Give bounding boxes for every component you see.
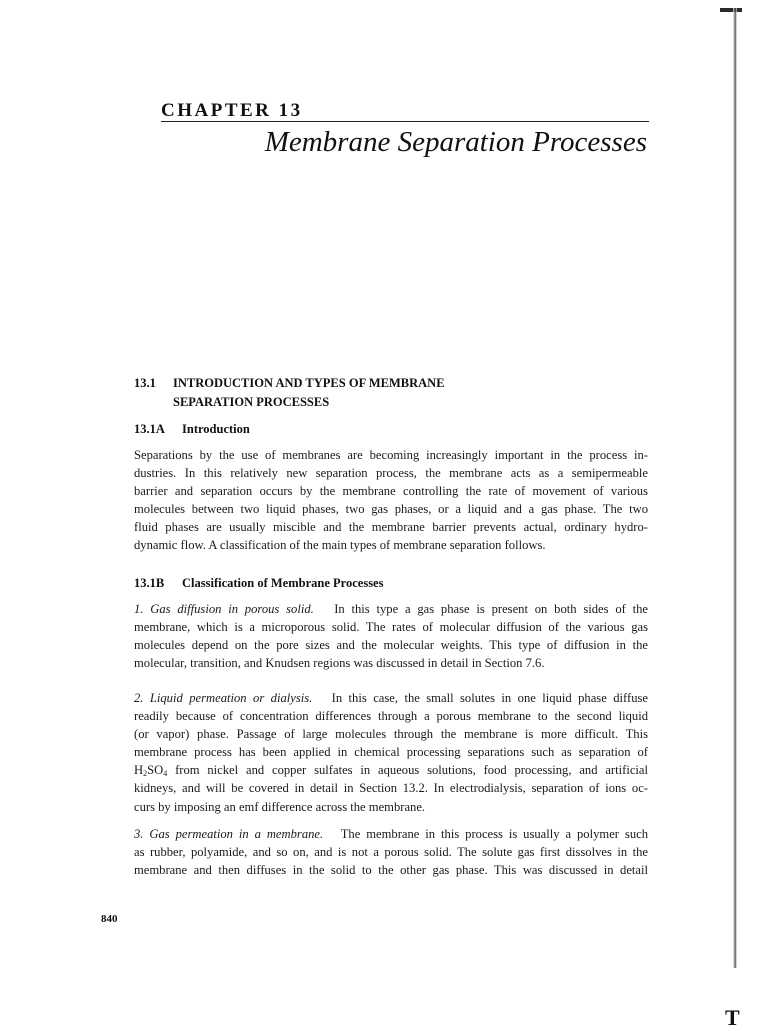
section-title-line2: SEPARATION PROCESSES [173,395,330,409]
intro-paragraph [134,446,648,555]
text-line: dynamic flow. A classification of the main types of membrane separation follows. [134,538,546,553]
item-liquid-permeation [134,689,648,816]
chapter-rule [161,121,649,122]
item-lead: 2. Liquid permeation or dialysis. [134,691,313,705]
chapter-title: Membrane Separation Processes [264,126,647,158]
item-lead-rest: The membrane in this process is usually a polymer such [340,827,648,841]
text-line: kidneys, and will be covered in detail in Section 13.2. In electrodialysis, separation of ions oc- [134,781,648,796]
section-heading [134,374,445,412]
text-line [134,600,648,618]
item-lead-rest: In this type a gas phase is present on both sides of the [334,602,648,616]
chapter-label: CHAPTER 13 [161,100,303,121]
subsection-a-number: 13.1A [134,422,165,436]
section-title-line1: INTRODUCTION AND TYPES OF MEMBRANE [173,376,445,390]
text-line: molecules between two liquid phases, two gas phases, or a liquid and a gas phase. The two [134,502,648,517]
text-line: molecules depend on the pore sizes and the molecular weights. This type of diffusion in the [134,638,648,653]
text-line: fluid phases are usually miscible and the membrane barrier prevents actual, ordinary hydro- [134,520,648,535]
text-line: membrane, which is a microporous solid. The rates of molecular diffusion of the various gas [134,620,648,635]
formula-h: H [134,763,144,778]
scan-edge [733,8,737,968]
text-line: membrane process has been applied in chemical processing separations such as separation of [134,745,648,760]
formula-line-rest: from nickel and copper sulfates in aqueous solutions, food processing, and artificial [175,763,648,778]
item-gas-diffusion [134,600,648,672]
text-line: membrane and then diffuses in the solid to the other gas phase. This was discussed in detail [134,863,648,878]
text-line: dustries. In this relatively new separation process, the membrane acts as a semipermeable [134,466,648,481]
scan-edge-glyph: T [725,1005,740,1030]
formula-sub-2: 2 [143,769,148,779]
item-lead-rest: In this case, the small solutes in one liquid phase diffuse [331,691,648,705]
subsection-classification [134,576,383,591]
formula-sub-4: 4 [163,769,168,779]
text-line: as rubber, polyamide, and so on, and is not a porous solid. The solute gas first dissolves in the [134,845,648,860]
section-number: 13.1 [134,376,156,390]
item-lead: 1. Gas diffusion in porous solid. [134,602,314,616]
text-line: readily because of concentration differences through a porous membrane to the second liquid [134,709,648,724]
text-line: barrier and separation occurs by the membrane controlling the rate of movement of various [134,484,648,499]
subsection-a-title: Introduction [182,422,250,436]
text-line: molecular, transition, and Knudsen regions was discussed in detail in Section 7.6. [134,656,545,671]
text-line [134,761,648,779]
scan-edge-top [720,8,742,12]
subsection-introduction [134,422,250,437]
subsection-b-number: 13.1B [134,576,165,590]
text-line [134,689,648,707]
text-line: (or vapor) phase. Passage of large molecules through the membrane is more difficult. This [134,727,648,742]
item-gas-permeation [134,825,648,879]
page-number: 840 [101,913,118,925]
text-line: Separations by the use of membranes are becoming increasingly important in the process in- [134,448,648,462]
text-line [134,825,648,843]
item-lead: 3. Gas permeation in a membrane. [134,827,324,841]
formula-so: SO [147,763,164,778]
text-line: curs by imposing an emf difference across the membrane. [134,799,426,814]
subsection-b-title: Classification of Membrane Processes [182,576,384,590]
